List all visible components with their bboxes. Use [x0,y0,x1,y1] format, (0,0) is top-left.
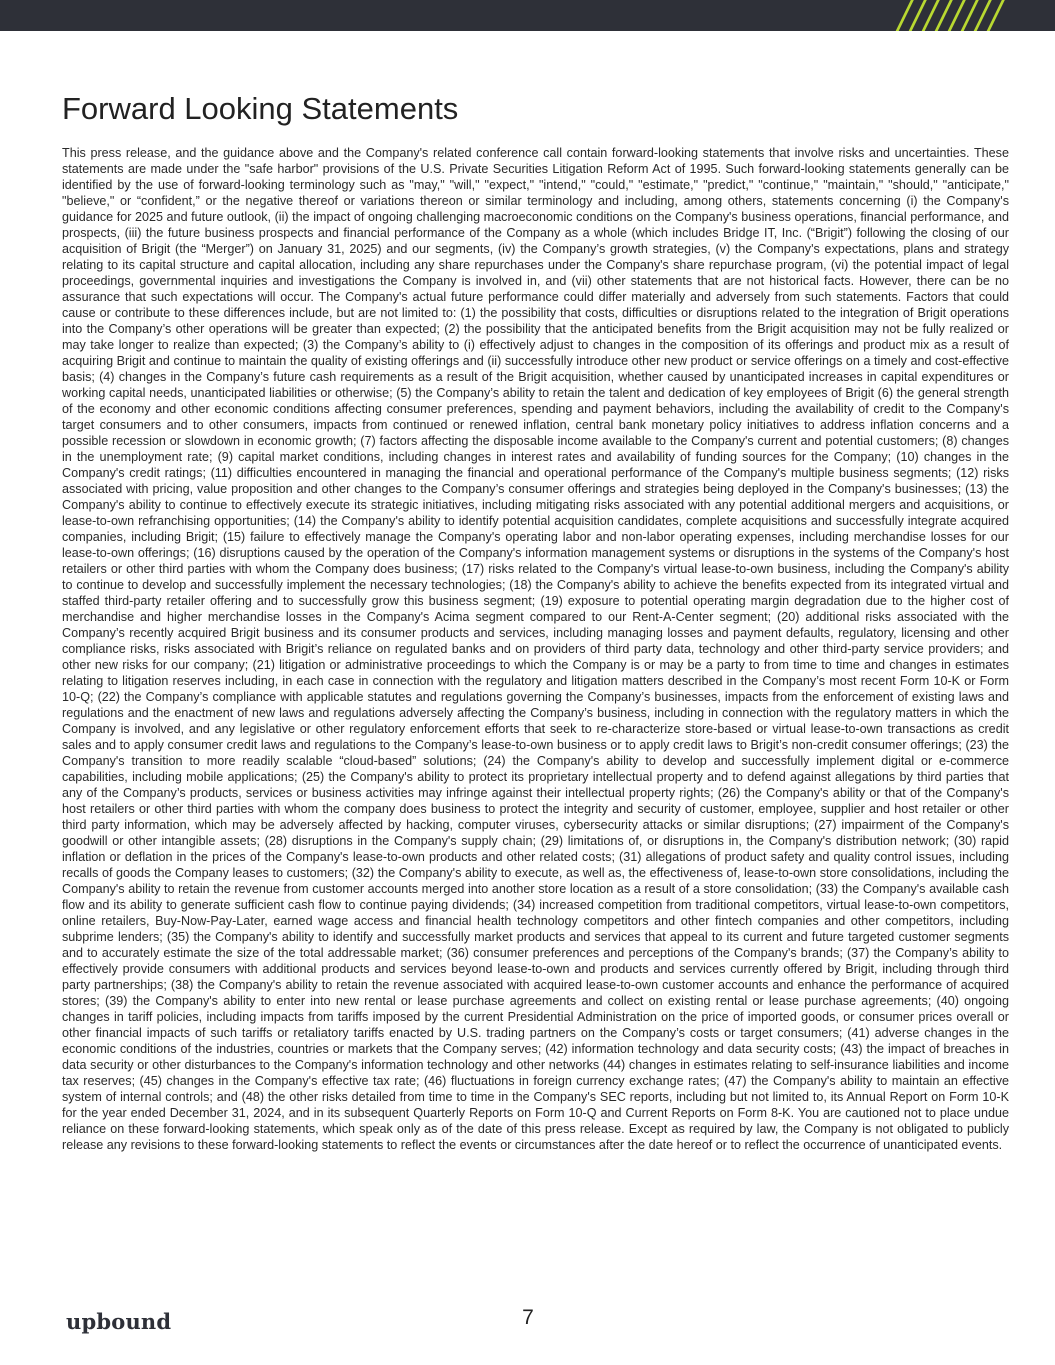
brand-stripes-decoration [893,0,1011,31]
header-bar [0,0,1055,31]
page-number: 7 [522,1306,534,1329]
page-title: Forward Looking Statements [62,91,459,126]
forward-looking-statement-text: This press release, and the guidance above and the Company's related conference call contain forward-looking statements that involve risks and uncertainties. These statements are made under the "safe harbor" provisions of the U.S. Private Securities Litigation Reform Act of 1995. Such forward-looking statements generally can be identified by the use of forward-looking terminology such as "may," "will," "expect," "intend," "could," "estimate," "predict," "continue," "maintain," "should," "anticipate," "believe," or “confident,” or the negative thereof or variations thereon or similar terminology and including, among others, statements concerning (i) the Company's guidance for 2025 and future outlook, (ii) the impact of ongoing challenging macroeconomic conditions on the Company's business operations, financial performance, and prospects, (iii) the future business prospects and financial performance of the Company as a whole (which includes Bridge IT, Inc. (“Brigit”) following the closing of our acquisition of Brigit (the “Merger”) on January 31, 2025) and our segments, (iv) the Company’s growth strategies, (v) the Company's expectations, plans and strategy relating to its capital structure and capital allocation, including any share repurchases under the Company's share repurchase program, (vi) the potential impact of legal proceedings, governmental inquiries and investigations the Company is involved in, and (vii) other statements that are not historical facts. However, there can be no assurance that such expectations will occur. The Company's actual future performance could differ materially and adversely from such statements. Factors that could cause or contribute to these differences include, but are not limited to: (1) the possibility that costs, difficulties or disruptions related to the integration of Brigit operations into the Company’s other operations will be greater than expected; (2) the possibility that the anticipated benefits from the Brigit acquisition may not be fully realized or may take longer to realize than expected; (3) the Company’s ability to (i) effectively adjust to changes in the composition of its offerings and product mix as a result of acquiring Brigit and continue to maintain the quality of existing offerings and (ii) successfully introduce other new product or service offerings on a timely and cost-effective basis; (4) changes in the Company’s future cash requirements as a result of the Brigit acquisition, whether caused by unanticipated increases in capital expenditures or working capital needs, unanticipated liabilities or otherwise; (5) the Company’s ability to retain the talent and dedication of key employees of Brigit (6) the general strength of the economy and other economic conditions affecting consumer preferences, spending and payment behaviors, including the availability of credit to the Company's target consumers and to other consumers, impacts from continued or renewed inflation, central bank monetary policy initiatives to address inflation concerns and a possible recession or slowdown in economic growth; (7) factors affecting the disposable income available to the Company's current and potential customers; (8) changes in the unemployment rate; (9) capital market conditions, including changes in interest rates and availability of funding sources for the Company; (10) changes in the Company's credit ratings; (11) difficulties encountered in managing the financial and operational performance of the Company's multiple business segments; (12) risks associated with pricing, value proposition and other changes to the Company’s consumer offerings and strategies being deployed in the Company's businesses; (13) the Company's ability to continue to effectively execute its strategic initiatives, including mitigating risks associated with any potential additional mergers and acquisitions, or lease-to-own refranchising opportunities; (14) the Company's ability to identify potential acquisition candidates, complete acquisitions and successfully integrate acquired companies, including Brigit; (15) failure to effectively manage the Company's operating labor and non-labor operating expenses, including merchandise losses for our lease-to-own offerings; (16) disruptions caused by the operation of the Company's information management systems or disruptions in the systems of the Company's host retailers or other third parties with whom the Company does business; (17) risks related to the Company's virtual lease-to-own business, including the Company's ability to continue to develop and successfully implement the necessary technologies; (18) the Company's ability to achieve the benefits expected from its integrated virtual and staffed third-party retailer offering and to successfully grow this business segment; (19) exposure to potential operating margin degradation due to the higher cost of merchandise and higher merchandise losses in the Company's Acima segment compared to our Rent-A-Center segment; (20) additional risks associated with the Company’s recently acquired Brigit business and its consumer products and services, including managing losses and payment defaults, regulatory, licensing and other compliance risks, risks associated with Brigit’s reliance on regulated banks and on providers of third party data, technology and other third-party service providers; and other new risks for our company; (21) litigation or administrative proceedings to which the Company is or may be a party to from time to time and changes in estimates relating to litigation reserves including, in each case in connection with the regulatory and litigation matters described in the Company’s most recent Form 10-K or Form 10-Q; (22) the Company’s compliance with applicable statutes and regulations governing the Company’s businesses, impacts from the enforcement of existing laws and regulations and the enactment of new laws and regulations adversely affecting the Company’s business, including in connection with the regulatory matters in which the Company is involved, and any legislative or other regulatory enforcement efforts that seek to re-characterize store-based or virtual lease-to-own transactions as credit sales and to apply consumer credit laws and regulations to the Company’s lease-to-own business or to apply credit laws to Brigit’s non-credit consumer offerings; (23) the Company's transition to more readily scalable “cloud-based” solutions; (24) the Company's ability to develop and successfully implement digital or e-commerce capabilities, including mobile applications; (25) the Company's ability to protect its proprietary intellectual property and to defend against allegations by third parties that any of the Company’s products, services or business activities may infringe against their intellectual property rights; (26) the Company's ability or that of the Company's host retailers or other third parties with whom the company does business to protect the integrity and security of customer, employee, supplier and host retailer or other third party information, which may be adversely affected by hacking, computer viruses, cybersecurity attacks or similar disruptions; (27) impairment of the Company's goodwill or other intangible assets; (28) disruptions in the Company's supply chain; (29) limitations of, or disruptions in, the Company's distribution network; (30) rapid inflation or deflation in the prices of the Company's lease-to-own products and other related costs; (31) allegations of product safety and quality control issues, including recalls of goods the Company leases to customers; (32) the Company's ability to execute, as well as, the effectiveness of, lease-to-own store consolidations, including the Company's ability to retain the revenue from customer accounts merged into another store location as a result of a store consolidation; (33) the Company's available cash flow and its ability to generate sufficient cash flow to continue paying dividends; (34) increased competition from traditional competitors, virtual lease-to-own competitors, online retailers, Buy-Now-Pay-Later, earned wage access and financial health technology competitors and other fintech companies and other competitors, including subprime lenders; (35) the Company's ability to identify and successfully market products and services that appeal to its current and future targeted customer segments and to accurately estimate the size of the total addressable market; (36) consumer preferences and perceptions of the Company's brands; (37) the Company’s ability to effectively provide consumers with additional products and services beyond lease-to-own and products and services currently offered by Brigit, including through third party partnerships; (38) the Company's ability to retain the revenue associated with acquired lease-to-own customer accounts and enhance the performance of acquired stores; (39) the Company's ability to enter into new rental or lease purchase agreements and collect on existing rental or lease purchase agreements; (40) ongoing changes in tariff policies, including impacts from tariffs imposed by the current Presidential Administration on the price of imported goods, or consumer prices overall or other financial impacts of such tariffs or retaliatory tariffs enacted by U.S. trading partners on the Company’s costs or target consumers; (41) adverse changes in the economic conditions of the industries, countries or markets that the Company serves; (42) information technology and data security costs; (43) the impact of breaches in data security or other disturbances to the Company's information technology and other networks (44) changes in estimates relating to self-insurance liabilities and income tax reserves; (45) changes in the Company's effective tax rate; (46) fluctuations in foreign currency exchange rates; (47) the Company's ability to maintain an effective system of internal controls; and (48) the other risks detailed from time to time in the Company's SEC reports, including but not limited to, its Annual Report on Form 10-K for the year ended December 31, 2024, and in its subsequent Quarterly Reports on Form 10-Q and Current Reports on Form 8-K. You are cautioned not to place undue reliance on these forward-looking statements, which speak only as of the date of this press release. Except as required by law, the Company is not obligated to publicly release any revisions to these forward-looking statements to reflect the events or circumstances after the date hereof or to reflect the occurrence of unanticipated events. [62,146,1009,1152]
upbound-logo: upbound [66,1309,172,1334]
